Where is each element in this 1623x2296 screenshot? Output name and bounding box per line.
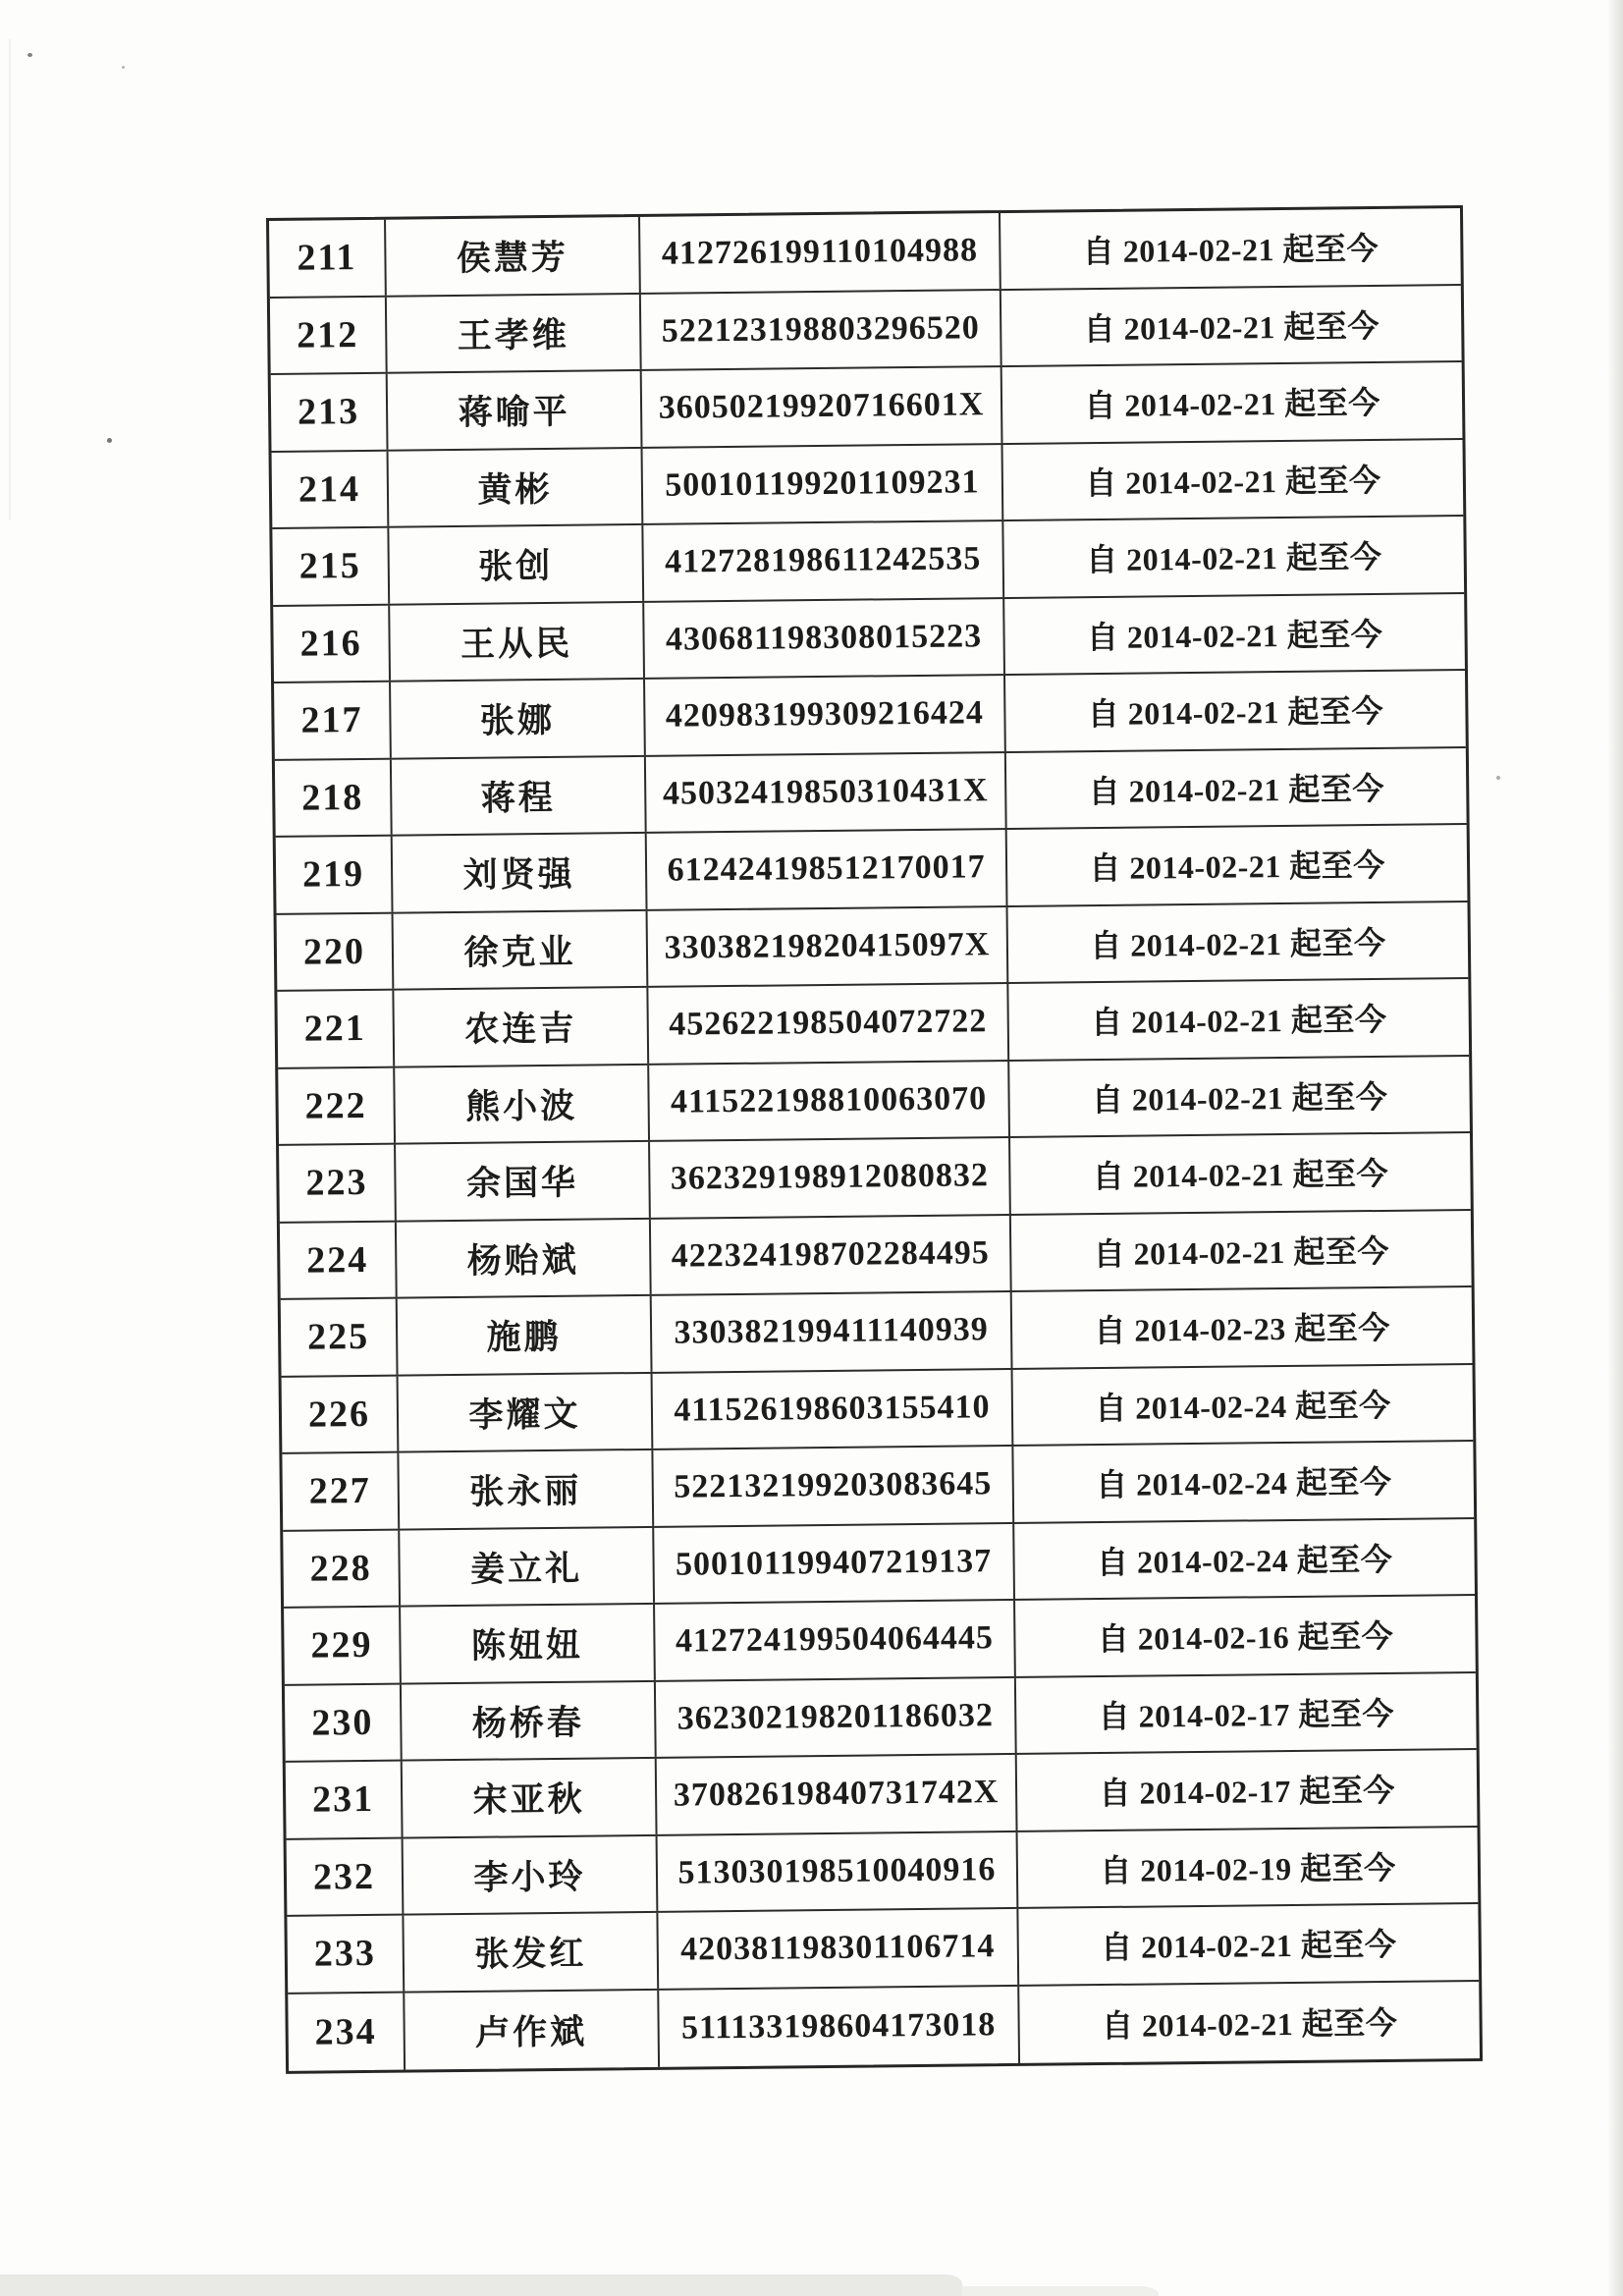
person-name-cell: 张创 bbox=[389, 525, 644, 603]
id-number-cell: 500101199201109231 bbox=[643, 445, 1004, 523]
table-row bbox=[285, 1672, 1477, 1762]
validity-period-cell: 自 2014-02-21 起至今 bbox=[1085, 462, 1381, 501]
validity-period-cell: 自 2014-02-21 起至今 bbox=[1089, 847, 1385, 887]
scan-speck bbox=[1496, 776, 1500, 780]
validity-period-cell: 自 2014-02-21 起至今 bbox=[1090, 1002, 1387, 1041]
validity-period-cell: 自 2014-02-16 起至今 bbox=[1097, 1618, 1394, 1658]
row-number-cell: 223 bbox=[279, 1145, 397, 1222]
person-name-cell: 张永丽 bbox=[399, 1450, 654, 1528]
validity-period-cell: 自 2014-02-17 起至今 bbox=[1099, 1773, 1395, 1812]
person-name-cell: 陈妞妞 bbox=[401, 1605, 656, 1682]
scan-speck bbox=[122, 66, 125, 69]
row-number-cell: 215 bbox=[272, 528, 390, 605]
person-name-cell: 王孝维 bbox=[387, 294, 642, 371]
validity-period-cell: 自 2014-02-21 起至今 bbox=[1100, 1927, 1397, 1966]
row-number-cell: 231 bbox=[286, 1762, 404, 1838]
table-row bbox=[284, 1596, 1476, 1685]
validity-period-cell: 自 2014-02-17 起至今 bbox=[1098, 1695, 1395, 1734]
person-name-cell: 卢作斌 bbox=[405, 1990, 660, 2069]
validity-period-cell: 自 2014-02-21 起至今 bbox=[1091, 1078, 1388, 1118]
person-name-cell: 农连吉 bbox=[394, 988, 649, 1066]
id-number-cell: 511133198604173018 bbox=[659, 1986, 1020, 2066]
row-number-cell: 229 bbox=[284, 1608, 402, 1684]
validity-period-cell: 自 2014-02-21 起至今 bbox=[1084, 385, 1380, 424]
validity-period-cell: 自 2014-02-21 起至今 bbox=[1086, 616, 1383, 655]
table-row bbox=[276, 825, 1468, 914]
validity-period-cell: 自 2014-02-24 起至今 bbox=[1095, 1387, 1391, 1426]
validity-period-cell: 自 2014-02-24 起至今 bbox=[1096, 1541, 1393, 1580]
person-name-cell: 熊小波 bbox=[395, 1065, 650, 1142]
table-row bbox=[269, 208, 1461, 298]
row-number-cell: 234 bbox=[288, 1993, 406, 2071]
row-number-cell: 224 bbox=[280, 1222, 398, 1298]
table-row bbox=[275, 748, 1467, 838]
person-name-cell: 徐克业 bbox=[394, 910, 649, 988]
validity-period-cell: 自 2014-02-21 起至今 bbox=[1093, 1232, 1390, 1272]
id-number-cell: 362329198912080832 bbox=[650, 1138, 1011, 1217]
person-name-cell: 杨桥春 bbox=[402, 1681, 657, 1759]
row-number-cell: 212 bbox=[270, 297, 388, 373]
row-number-cell: 227 bbox=[282, 1453, 400, 1530]
table-row bbox=[282, 1442, 1474, 1531]
table-row bbox=[272, 517, 1464, 606]
id-number-cell: 452622198504072722 bbox=[648, 984, 1009, 1063]
person-name-cell: 蒋喻平 bbox=[388, 371, 643, 449]
row-number-cell: 211 bbox=[269, 220, 387, 297]
row-number-cell: 228 bbox=[283, 1530, 401, 1607]
table-row bbox=[287, 1904, 1479, 1994]
scan-shadow-right-edge bbox=[1607, 0, 1623, 2296]
table-row bbox=[272, 440, 1464, 529]
person-name-cell: 张发红 bbox=[404, 1913, 659, 1991]
validity-period-cell: 自 2014-02-23 起至今 bbox=[1094, 1310, 1390, 1349]
table-row bbox=[279, 1133, 1471, 1223]
validity-period-cell: 自 2014-02-21 起至今 bbox=[1082, 231, 1380, 270]
id-number-cell: 422324198702284495 bbox=[651, 1215, 1012, 1293]
person-name-cell: 杨贻斌 bbox=[397, 1219, 652, 1296]
id-number-cell: 411526198603155410 bbox=[653, 1369, 1014, 1448]
table-row bbox=[283, 1518, 1475, 1608]
person-name-cell: 宋亚秋 bbox=[403, 1759, 658, 1836]
table-row bbox=[271, 362, 1463, 452]
row-number-cell: 230 bbox=[285, 1684, 403, 1761]
id-number-cell: 430681198308015223 bbox=[644, 599, 1005, 678]
id-number-cell: 522132199203083645 bbox=[653, 1447, 1014, 1525]
table-row bbox=[273, 594, 1465, 683]
validity-period-cell: 自 2014-02-24 起至今 bbox=[1095, 1464, 1392, 1503]
row-number-cell: 225 bbox=[281, 1299, 399, 1376]
validity-period-cell: 自 2014-02-21 起至今 bbox=[1085, 539, 1382, 578]
row-number-cell: 213 bbox=[271, 374, 389, 451]
person-name-cell: 李耀文 bbox=[399, 1373, 654, 1450]
id-number-cell: 612424198512170017 bbox=[647, 830, 1008, 908]
scan-shadow-bottom bbox=[0, 2274, 962, 2296]
id-number-cell: 411522198810063070 bbox=[649, 1061, 1010, 1139]
person-name-cell: 李小玲 bbox=[404, 1835, 659, 1913]
validity-period-cell: 自 2014-02-21 起至今 bbox=[1092, 1156, 1389, 1195]
person-name-cell: 姜立礼 bbox=[400, 1527, 655, 1605]
validity-period-cell: 自 2014-02-21 起至今 bbox=[1088, 770, 1385, 809]
row-number-cell: 218 bbox=[275, 759, 393, 836]
id-number-cell: 420983199309216424 bbox=[645, 676, 1006, 754]
table-row bbox=[270, 286, 1462, 375]
row-number-cell: 217 bbox=[274, 683, 392, 759]
id-number-cell: 412728198611242535 bbox=[643, 521, 1004, 600]
id-number-cell: 500101199407219137 bbox=[654, 1523, 1015, 1602]
row-number-cell: 222 bbox=[278, 1067, 396, 1144]
id-number-cell: 412724199504064445 bbox=[655, 1601, 1016, 1679]
row-number-cell: 216 bbox=[273, 605, 391, 682]
id-number-cell: 513030198510040916 bbox=[658, 1831, 1019, 1910]
id-number-cell: 522123198803296520 bbox=[641, 291, 1002, 369]
validity-period-cell: 自 2014-02-21 起至今 bbox=[1090, 924, 1386, 963]
id-number-cell: 36050219920716601X bbox=[642, 367, 1003, 446]
table-row bbox=[281, 1287, 1473, 1377]
person-name-cell: 刘贤强 bbox=[393, 834, 648, 911]
table-row bbox=[287, 1827, 1479, 1916]
id-number-cell: 37082619840731742X bbox=[657, 1755, 1018, 1833]
validity-period-cell: 自 2014-02-21 起至今 bbox=[1083, 307, 1380, 347]
id-number-cell: 330382199411140939 bbox=[652, 1292, 1013, 1371]
row-number-cell: 219 bbox=[276, 837, 394, 913]
validity-period-cell: 自 2014-02-21 起至今 bbox=[1087, 693, 1384, 733]
record-table bbox=[266, 205, 1483, 2074]
table-row bbox=[274, 671, 1466, 760]
table-row bbox=[277, 979, 1469, 1068]
person-name-cell: 黄彬 bbox=[389, 448, 644, 525]
table-row bbox=[277, 902, 1469, 992]
person-name-cell: 施鹏 bbox=[398, 1296, 653, 1374]
row-number-cell: 220 bbox=[277, 913, 395, 990]
table-row bbox=[288, 1981, 1480, 2070]
scan-edge-line bbox=[9, 39, 11, 520]
id-number-cell: 362302198201186032 bbox=[656, 1677, 1017, 1756]
table-row bbox=[278, 1057, 1470, 1146]
row-number-cell: 226 bbox=[282, 1376, 400, 1452]
row-number-cell: 214 bbox=[272, 451, 390, 527]
row-number-cell: 221 bbox=[277, 991, 395, 1067]
id-number-cell: 33038219820415097X bbox=[648, 906, 1009, 985]
person-name-cell: 蒋程 bbox=[392, 756, 647, 834]
row-number-cell: 232 bbox=[287, 1838, 405, 1915]
person-name-cell: 王从民 bbox=[390, 602, 645, 680]
validity-period-cell: 自 2014-02-21 起至今 bbox=[1101, 2004, 1398, 2044]
row-number-cell: 233 bbox=[287, 1916, 405, 1993]
table-row bbox=[282, 1364, 1474, 1453]
person-name-cell: 余国华 bbox=[396, 1142, 651, 1220]
validity-period-cell: 自 2014-02-19 起至今 bbox=[1100, 1849, 1396, 1888]
scan-speck bbox=[27, 53, 32, 57]
table-row bbox=[286, 1750, 1478, 1839]
id-number-cell: 412726199110104988 bbox=[640, 213, 1001, 292]
person-name-cell: 侯慧芳 bbox=[386, 217, 641, 295]
id-number-cell: 45032419850310431X bbox=[646, 753, 1007, 832]
person-name-cell: 张娜 bbox=[391, 680, 646, 757]
scan-speck bbox=[1220, 547, 1223, 550]
scan-speck bbox=[107, 438, 112, 443]
id-number-cell: 420381198301106714 bbox=[658, 1909, 1019, 1988]
table-row bbox=[280, 1210, 1472, 1299]
